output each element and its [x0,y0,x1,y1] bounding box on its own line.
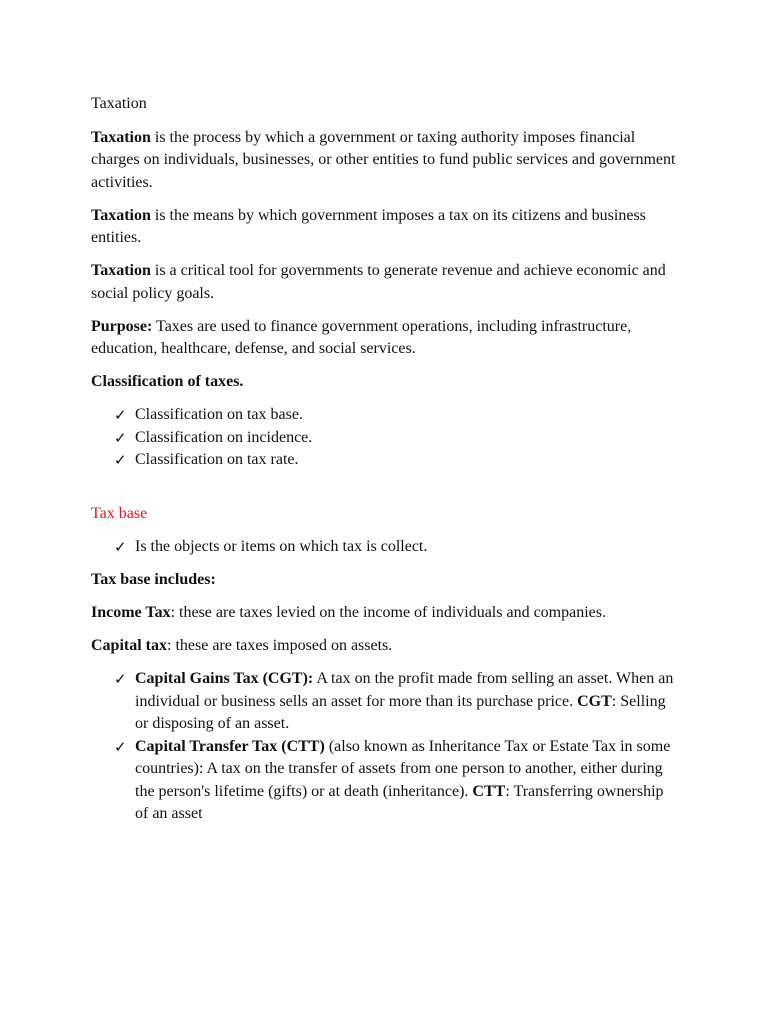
list-item-text: Is the objects or items on which tax is collect. [135,538,428,555]
list-item [114,427,678,450]
capital-tax-text: : these are taxes imposed on assets. [167,637,393,654]
check-icon: ✓ [114,428,127,447]
section-heading [91,569,678,592]
list-item-text: Classification on incidence. [135,428,313,446]
definition-paragraph [91,205,678,250]
check-icon: ✓ [114,451,127,469]
definition-text: is the process by which a government or taxing authority imposes financial charges on individuals, businesses, or other entities to fund public services and government activities. [91,128,676,191]
capital-item-abbr: CTT [472,782,506,800]
income-tax-term: Income Tax [91,604,171,621]
section-heading [91,371,678,394]
list-item-text: Classification on tax rate. [135,451,299,468]
income-tax-paragraph [91,602,678,625]
definition-text: is a critical tool for governments to generate revenue and achieve economic and social policy goals. [91,262,666,302]
list-item-text: Classification on tax base. [135,406,303,423]
capital-tax-paragraph [91,635,678,658]
purpose-text: Taxes are used to finance government operations, including infrastructure, education, healthcare, defense, and social services. [91,317,632,357]
check-icon: ✓ [114,670,127,688]
definition-term: Taxation [91,262,151,279]
income-tax-text: : these are taxes levied on the income of individuals and companies. [170,604,606,621]
capital-item-abbr: CGT [577,692,612,710]
list-item [114,449,678,472]
definition-term: Taxation [91,206,151,224]
definition-paragraph [91,127,678,195]
definition-term: Taxation [91,128,151,146]
tax-base-list [91,536,678,559]
check-icon: ✓ [114,406,127,424]
check-icon: ✓ [114,737,127,756]
list-item [114,404,678,427]
check-icon: ✓ [114,538,127,556]
capital-item-abbr-text: : Selling or disposing of an asset. [135,692,666,732]
classification-list [91,404,678,472]
capital-item-text: A tax on the profit made from selling an asset. When an individual or business sells an asset for more than its purchase price. [135,670,674,710]
tax-base-includes-heading: Tax base includes: [91,571,216,588]
definition-text: is the means by which government imposes a tax on its citizens and business entities. [91,206,646,246]
list-item [114,536,678,559]
spacer [91,482,678,503]
tax-base-heading: Tax base [91,505,148,522]
capital-tax-term: Capital tax [91,637,167,654]
definition-paragraph [91,260,678,305]
capital-item-term: Capital Transfer Tax (CTT) [135,737,325,755]
capital-item-term: Capital Gains Tax (CGT): [135,670,314,687]
capital-item-abbr-text: : Transferring ownership of an asset [135,782,664,822]
capital-item-text: (also known as Inheritance Tax or Estate Tax in some countries): A tax on the transfer of assets from one person to another, either during the person's lifetime (gifts) or at death (inheritance). [135,737,671,800]
list-item [114,668,678,736]
capital-tax-list [91,668,678,826]
list-item [114,736,678,826]
purpose-term: Purpose: [91,317,153,335]
purpose-paragraph [91,316,678,361]
classification-heading: Classification of taxes. [91,373,244,390]
document-title: Taxation [91,95,147,112]
